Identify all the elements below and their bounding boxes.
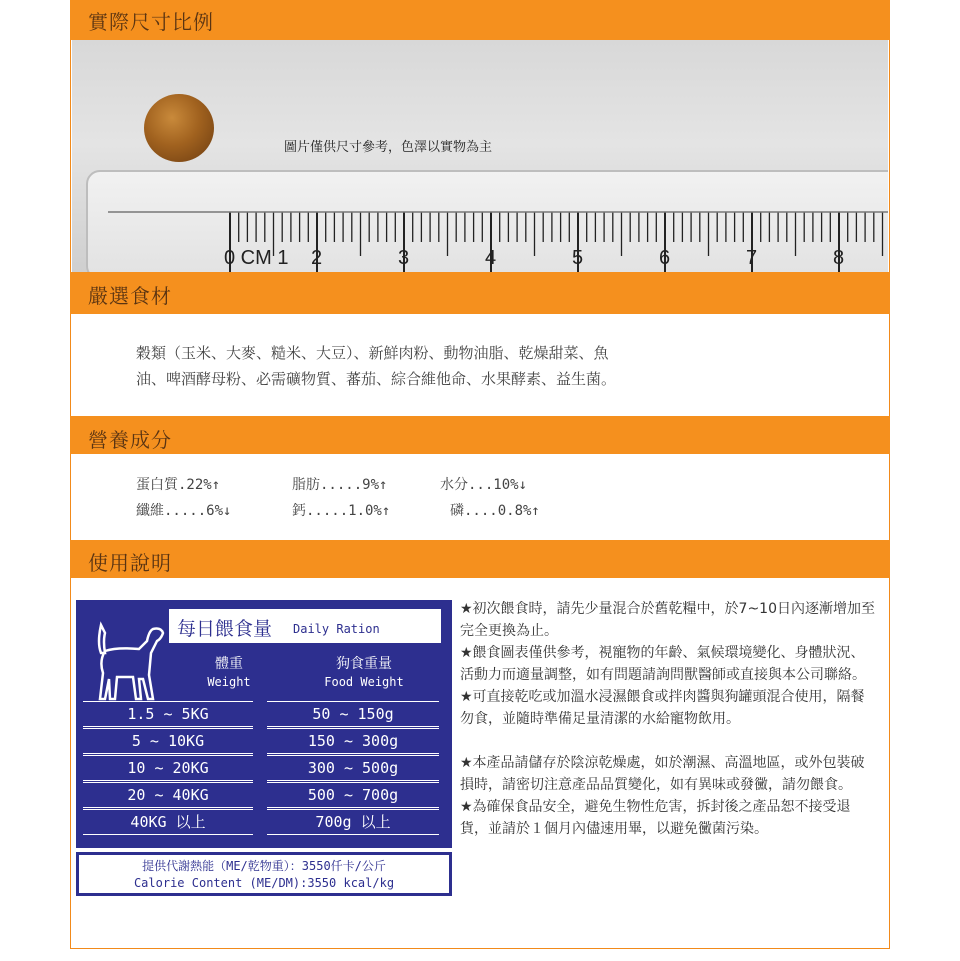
section-title-usage: 使用說明: [88, 551, 172, 575]
section-title-ingredients: 嚴選食材: [88, 284, 172, 308]
ration-title-en: Daily Ration: [293, 622, 380, 636]
table-row: [83, 782, 445, 806]
calorie-content-box: [76, 852, 452, 896]
section-header-size: [70, 0, 890, 40]
section-header-nutrition: [70, 418, 890, 454]
dog-icon: [87, 613, 167, 703]
ruler-label: 8: [833, 247, 845, 269]
table-row: [83, 809, 445, 833]
table-row: [83, 728, 445, 752]
weight-cell: 5 ~ 10KG: [83, 728, 253, 754]
ruler-label: 6: [659, 247, 671, 269]
section-title-nutrition: 營養成分: [88, 428, 172, 452]
kibble-image: [144, 94, 214, 162]
weight-cell: 20 ~ 40KG: [83, 782, 253, 808]
ruler: [86, 170, 888, 272]
photo-caption: 圖片僅供尺寸參考，色澤以實物為主: [284, 140, 493, 155]
column-weight-label: 體重: [215, 656, 243, 672]
ingredients-line-2: 油、啤酒酵母粉、必需礦物質、蕃茄、綜合維他命、水果酵素、益生菌。: [136, 370, 617, 388]
column-weight-label-en: Weight: [207, 675, 251, 689]
usage-note: ★初次餵食時，請先少量混合於舊乾糧中，於7~10日內逐漸增加至完全更換為止。: [460, 601, 876, 639]
weight-cell: 10 ~ 20KG: [83, 755, 253, 781]
table-row: [83, 701, 445, 725]
column-header-food: [289, 655, 439, 691]
calorie-content-zh: 提供代謝熱能（ME/乾物重）：3550仟卡/公斤: [142, 859, 386, 873]
bottom-edge: [70, 948, 890, 961]
ruler-ticks: [88, 172, 888, 272]
section-title-size: 實際尺寸比例: [88, 10, 214, 34]
calorie-content-en: Calorie Content (ME/DM):3550 kcal/kg: [133, 876, 395, 890]
nutrient-moisture: 水分...10%↓: [440, 477, 528, 493]
column-food-label: 狗食重量: [336, 656, 392, 672]
food-cell: 150 ~ 300g: [267, 728, 439, 754]
nutrient-protein: 蛋白質.22%↑: [136, 477, 221, 493]
usage-note: ★可直接乾吃或加溫水浸濕餵食或拌肉醬與狗罐頭混合使用，隔餐勿食，並隨時準備足量清潔的水給寵物飲用。: [460, 689, 865, 727]
ingredients-text: [136, 340, 616, 392]
nutrient-fiber: 纖維.....6%↓: [136, 503, 232, 519]
ruler-label: 3: [398, 247, 410, 269]
ration-title: 每日餵食量: [177, 618, 273, 640]
ruler-label: 0 CM 1: [224, 247, 289, 269]
ruler-label: 7: [746, 247, 758, 269]
section-header-usage: [70, 540, 890, 578]
ruler-label: 2: [311, 247, 323, 269]
table-row: [83, 755, 445, 779]
food-cell: 700g 以上: [267, 809, 439, 835]
column-food-label-en: Food Weight: [324, 675, 404, 689]
weight-cell: 40KG 以上: [83, 809, 253, 835]
usage-notes: [460, 598, 878, 840]
ration-rows: [83, 701, 445, 836]
ruler-label: 4: [485, 247, 497, 269]
ingredients-line-1: 穀類（玉米、大麥、糙米、大豆）、新鮮肉粉、動物油脂、乾燥甜菜、魚: [136, 344, 609, 362]
weight-cell: 1.5 ~ 5KG: [83, 701, 253, 727]
food-cell: 500 ~ 700g: [267, 782, 439, 808]
usage-note: ★餵食圖表僅供參考，視寵物的年齡、氣候環境變化、身體狀況、活動力而適量調整，如有問題請詢問獸醫師或直接與本公司聯絡。: [460, 645, 866, 683]
ration-header: [169, 609, 441, 643]
daily-ration-table: [76, 600, 452, 848]
food-cell: 300 ~ 500g: [267, 755, 439, 781]
nutrient-fat: 脂肪.....9%↑: [292, 477, 388, 493]
food-cell: 50 ~ 150g: [267, 701, 439, 727]
usage-note: ★本產品請儲存於陰涼乾燥處，如於潮濕、高溫地區，或外包裝破損時，請密切注意產品品質變化，如有異味或發黴，請勿餵食。: [460, 755, 865, 793]
usage-note: ★為確保食品安全，避免生物性危害，拆封後之產品恕不接受退貨，並請於１個月內儘速用畢，以避免黴菌污染。: [460, 799, 851, 837]
section-header-ingredients: [70, 272, 890, 314]
nutrient-phosphorus: 磷....0.8%↑: [450, 503, 540, 519]
nutrient-calcium: 鈣.....1.0%↑: [292, 503, 391, 519]
size-reference-photo: [72, 40, 888, 272]
ruler-label: 5: [572, 247, 584, 269]
column-header-weight: [179, 655, 279, 691]
